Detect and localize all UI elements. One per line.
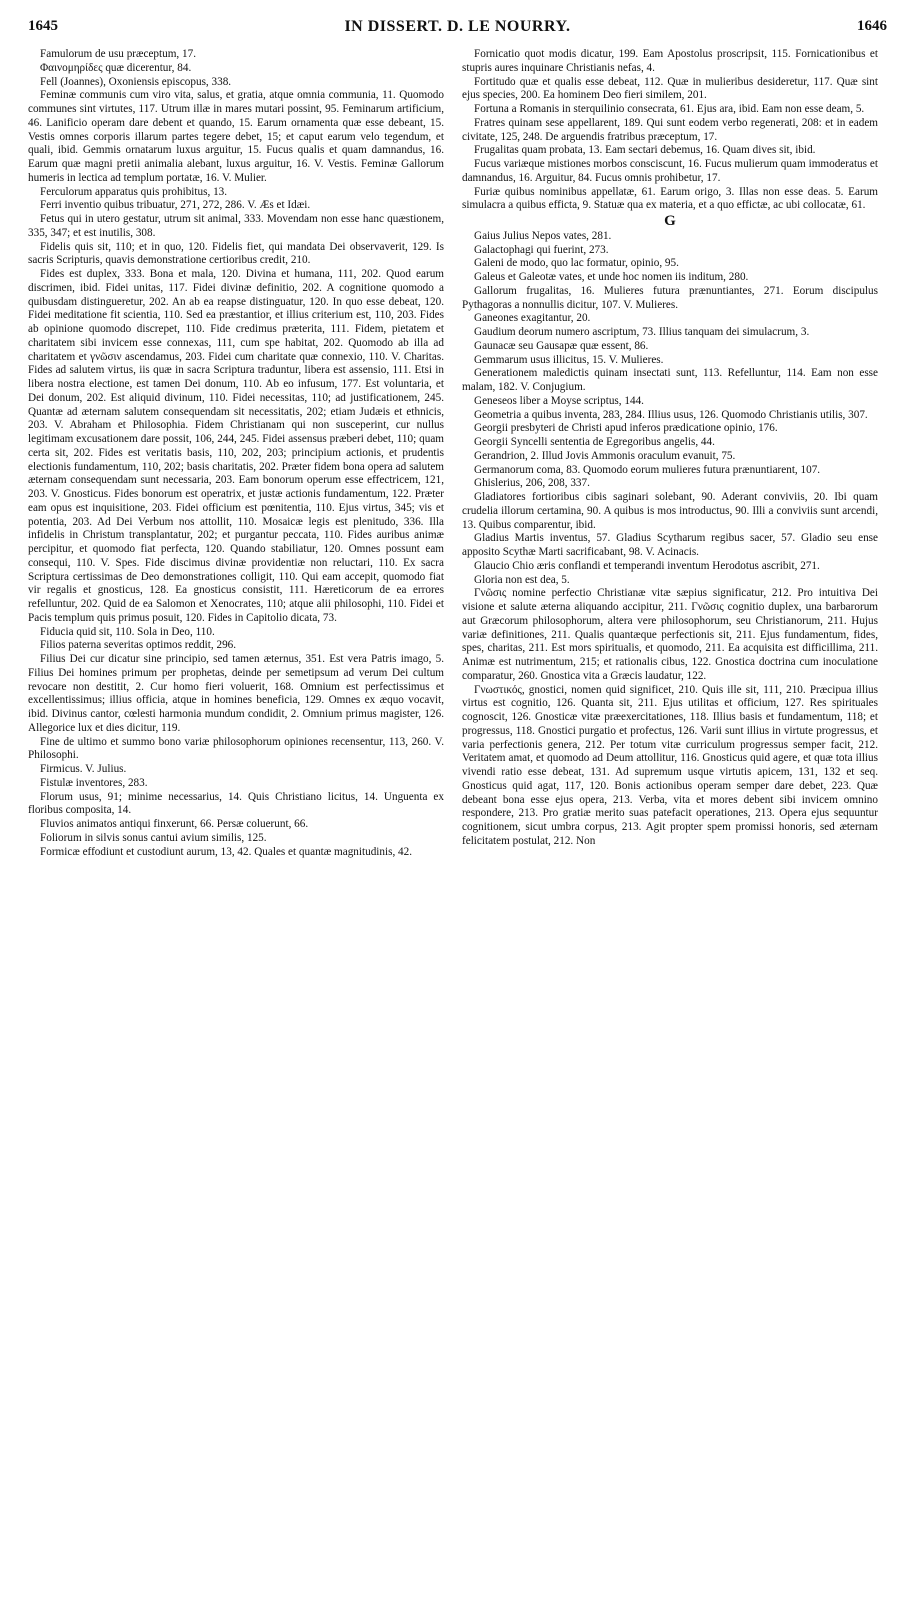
section-letter-heading: G bbox=[664, 213, 676, 229]
index-entry: Φαινομηρίδες quæ dicerentur, 84. bbox=[40, 61, 192, 74]
index-entry: Gallorum frugalitas, 16. Mulieres futura prænuntiantes, 271. Eorum discipulus Pythagoras a nonnullis dicitur, 107. V. Mulieres. bbox=[462, 284, 878, 311]
index-entry: Fucus variæque mistiones morbos consciscunt, 16. Fucus mulierum quam immoderatus et damnandus, 16. Arguitur, 84. Fucus omnis prohibetur, 17. bbox=[462, 158, 878, 184]
page-header bbox=[28, 18, 887, 44]
index-entry: Feminæ communis cum viro vita, salus, et gratia, atque omnia communia, 11. Quomodo communes sint virtutes, 117. Utrum illæ in mares mutari possint, 95. Feminarum artificium, 46. Lanificio operam dare debent et quando, 15. Earum ornamenta quæ esse debeant, 15. Vestis omnes corporis illarum partes tegere debet, 15; et caput earum velo tegendum, et quali, ibid. Gemmis ornatarum luxus arguitur, 15. Fucus qualis et quam damnandus, 16. Earum quæ magni pretii animalia alebant, luxus arguitur, 16. V. Vestis. Feminæ Gallorum humeris in lectica ad templum portatæ, 16. V. Mulier. bbox=[28, 89, 444, 184]
index-entry: Gemmarum usus illicitus, 15. V. Mulieres. bbox=[474, 353, 664, 366]
index-entry: Γνῶσις nomine perfectio Christianæ vitæ sæpius significatur, 212. Pro intuitiva Dei visione et salute æterna aliquando accipitur, 211. Γνῶσις cognitio duplex, una barbarorum aut Græcorum philosophorum, altera vere philosophorum, seu Christianorum, 211. Hujus variæ definitiones, 211. Qualis quantæque perfectionis sit, 211. Ejus fundamentum, fides, spes, charitas, 211. Est mors spiritualis, et quomodo, 211. Ea acquisita est difficillima, 211. Animæ est nutrimentum, 215; et rationalis cibus, 122. Gnostica doctrina cum inoculatione comparatur, 260. Gnostica vita a Græcis laudatur, 122. bbox=[462, 587, 878, 682]
index-entry: Fistulæ inventores, 283. bbox=[40, 776, 148, 789]
index-entry: Fortuna a Romanis in sterquilinio consecrata, 61. Ejus ara, ibid. Eam non esse deam, 5. bbox=[474, 103, 865, 115]
index-entry: Gaunacæ seu Gausapæ quæ essent, 86. bbox=[474, 339, 649, 352]
index-entry: Geneseos liber a Moyse scriptus, 144. bbox=[474, 394, 644, 407]
index-entry: Gloria non est dea, 5. bbox=[474, 573, 570, 586]
index-entry: Γνωστικός, gnostici, nomen quid significet, 210. Quis ille sit, 111, 210. Præcipua illius virtus est cognitio, 126. Quanta sit, 211. Ejus utilitas et officium, 127. Res spirituales cognoscit, 126. Gnosticæ vitæ præexercitationes, 118. Illius basis et fundamentum, 118; et progressus, 118. Gnostici purgatio et profectus, 126. Varii sunt illius in virtute progressus, et varia perfectionis genera, 212. Per totum vitæ curriculum progressus semper facit, 212. Veritatem amat, et quomodo ad Deum attollitur, 116. Gnosticus quid agere, et quæ tota illius vivendi ratio esse debeat, 131. Ad supremum usque virtutis apicem, 131, 132 et seq. Gnosticus quid agat, 117, 120. Bonis actionibus operam semper dare debet, 223. Quæ debeant bona esse ejus opera, 213. Verba, vita et mores debent sibi invicem omnino respondere, 213. Pro gratiæ merito suas patefacit operationes, 213. Opera ejus sequuntur cognitionem, sicut umbra corpus, 213. Agit propter spem promissi honoris, sed æternam felicitatem postulat, 212. Non bbox=[462, 683, 878, 847]
index-entry: Ghislerius, 206, 208, 337. bbox=[474, 477, 590, 490]
index-entry: Glaucio Chio æris conflandi et temperandi inventum Herodotus ascribit, 271. bbox=[474, 559, 820, 572]
index-entry: Generationem maledictis quinam insectati sunt, 113. Refelluntur, 114. Eam non esse malam, 182. V. Conjugium. bbox=[462, 367, 878, 393]
index-entry: Gaudium deorum numero ascriptum, 73. Illius tanquam dei simulacrum, 3. bbox=[474, 326, 810, 338]
index-entry: Florum usus, 91; minime necessarius, 14. Quis Christiano licitus, 14. Unguenta ex floribus composita, 14. bbox=[28, 790, 444, 817]
index-entry: Gladius Martis inventus, 57. Gladius Scytharum regibus sacer, 57. Gladio seu ense apposito Scythæ Marti sacrificabant, 98. V. Acinacis. bbox=[462, 532, 878, 558]
index-entry: Furiæ quibus nominibus appellatæ, 61. Earum origo, 3. Illas non esse deas. 5. Earum simulacra a quibus efficta, 9. Statuæ qua ex materia, et a quo effictæ, ac ubi collocatæ, 61. bbox=[462, 185, 878, 212]
index-entry: Galactophagi qui fuerint, 273. bbox=[474, 243, 609, 256]
index-entry: Galeni de modo, quo lac formatur, opinio, 95. bbox=[474, 257, 679, 270]
index-entry: Filius Dei cur dicatur sine principio, sed tamen æternus, 351. Est vera Patris imago, 5. Filius Dei homines primum per prophetas, deinde per semetipsum ad verum Dei cultum revocare non destitit, 2. Cur homo fieri voluerit, 168. Omnium est perfectissimus et excellentissimus; illius officia, atque in homines beneficia, 129. Omnes ex æquo vocavit, ibid. Divinus cantor, cœlesti harmonia mundum condidit, 2. Omnium primus magister, 126. Allegorice lux et dies dicitur, 119. bbox=[28, 653, 444, 734]
index-entry: Foliorum in silvis sonus cantui avium similis, 125. bbox=[40, 831, 267, 844]
right-page-number: 1646 bbox=[857, 18, 887, 34]
index-entry: Fidelis quis sit, 110; et in quo, 120. Fidelis fiet, qui mandata Dei observaverit, 129. Is sacris Scripturis, quavis demonstratione certioribus credit, 210. bbox=[28, 240, 444, 267]
index-entry: Formicæ effodiunt et custodiunt aurum, 13, 42. Quales et quantæ magnitudinis, 42. bbox=[40, 845, 413, 858]
index-entry: Germanorum coma, 83. Quomodo eorum mulieres futura prænuntiarent, 107. bbox=[474, 463, 821, 476]
index-entry: Fratres quinam sese appellarent, 189. Qui sunt eodem verbo regenerati, 208: et in eadem civitate, 125, 248. De arguendis fratribus præceptum, 17. bbox=[462, 116, 878, 143]
index-entry: Firmicus. V. Julius. bbox=[40, 763, 127, 775]
index-entry: Georgii presbyteri de Christi apud inferos prædicatione opinio, 176. bbox=[474, 422, 778, 435]
index-entry: Fell (Joannes), Oxoniensis episcopus, 338. bbox=[40, 75, 232, 88]
running-title: IN DISSERT. D. LE NOURRY. bbox=[344, 18, 571, 35]
index-entry: Galeus et Galeotæ vates, et unde hoc nomen iis inditum, 280. bbox=[474, 271, 749, 283]
index-entry: Fluvios animatos antiqui finxerunt, 66. Persæ coluerunt, 66. bbox=[40, 818, 309, 830]
index-entry: Fetus qui in utero gestatur, utrum sit animal, 333. Movendam non esse hanc quæstionem, 335, 347; et est inutilis, 308. bbox=[28, 213, 444, 239]
index-entry: Fiducia quid sit, 110. Sola in Deo, 110. bbox=[40, 625, 215, 638]
index-entry: Georgii Syncelli sententia de Egregoribus angelis, 44. bbox=[474, 436, 715, 448]
index-entry: Frugalitas quam probata, 13. Eam sectari debemus, 16. Quam dives sit, ibid. bbox=[474, 144, 816, 157]
index-entry: Ferri inventio quibus tribuatur, 271, 272, 286. V. Æs et Idæi. bbox=[40, 199, 311, 212]
left-page-number: 1645 bbox=[28, 18, 58, 34]
index-entry: Famulorum de usu præceptum, 17. bbox=[40, 48, 196, 60]
index-entry: Ferculorum apparatus quis prohibitus, 13. bbox=[40, 185, 228, 198]
left-column bbox=[28, 48, 444, 859]
index-entry: Fides est duplex, 333. Bona et mala, 120. Divina et humana, 111, 202. Quod earum discrimen, ibid. Fidei unitas, 117. Fidei divinæ definitio, 202. A cognitione quomodo a quibusdam distingueretur, 202. An ab ea reapse distinguatur, 120. In quo esse debeat, 120. Fidei meditatione fit scientia, 110. Sed ea præstantior, et illius criterium est, 110, 203. Fides ab opinione quomodo discrepet, 110. Fide credimus præterita, 111. Fidem, pietatem et charitatem sibi invicem esse connexas, 111, cum spe habitat, 202. Quomodo ab illa ad charitatem et γνῶσιν ascendamus, 203. Fidei cum charitate quæ connexio, 110. V. Charitas. Fides ad salutem virtus, iis quæ in sacra Scriptura traduntur, libera est assensio, 111. Etsi in libera nostra electione, est tamen Dei donum, 110. Ab eo infusum, 177. Est voluntaria, et Dei donum, 202. Est aliquid divinum, 110. Fidei necessitas, 110; ad justificationem, 245. Quantæ ad æternam salutem consequendam sit necessitatis, 202; etiam Judæis et ethnicis, 203. V. Abraham et Philosophia. Fidem Christianam qui non susceperint, cur nullus legitimam excusationem dare possit, 106, 244, 245. Fidei assensus præberi debet, 110; quam certa sit, 202. Fides est veritatis basis, 110, 202, 203; principium actionis, et prudentis electionis fundamentum, 110, 202; basis charitatis, 202. Præter fidem bona opera ad salutem æternam consequendam sunt necessaria, 203. Eam bonorum operum esse effectricem, 121, 203. V. Gnosticus. Fides bonorum est operatrix, et justæ actionis fundamentum, 122. Præter eam opus est inquisitione, 203. Fidei officium est pœnitentia, 110. Ejus virtus, 345; vis et potentia, 203. Ad Dei Verbum nos attollit, 110. Mosaicæ legis est plenitudo, 336. Illa infidelis in Christum transplantatur, 202; et purgantur peccata, 110. Fides auribus animæ percipitur, et quomodo fiat perfecta, 120. Quando stabiliatur, 120. Omnes possunt eam consequi, 110. V. Spes. Fide discimus divinæ providentiæ non reluctari, 110. Ex sacra Scriptura certissimas de Deo demonstrationes colligit, 110. Qui eam accepit, quomodo fiat vir regalis et gnosticus, 128. Ea gnosticus consistit, 111. Hæreticorum de ea errores refelluntur, 202. Quid de ea Salomon et Xenocrates, 110; atque alii philosophi, 110. Fidei et Pacis templum quis primus posuit, 120. Fides in Capitolio dicata, 73. bbox=[28, 268, 444, 624]
index-entry: Filios paterna severitas optimos reddit, 296. bbox=[40, 639, 237, 652]
index-entry: Gladiatores fortioribus cibis saginari solebant, 90. Aderant conviviis, 20. Ibi quam crudelia illorum certamina, 90. A quibus is mos introductus, 90. Illi a conviviis sunt arcendi, 13. Quibus comparentur, ibid. bbox=[462, 491, 878, 531]
index-entry: Fortitudo quæ et qualis esse debeat, 112. Quæ in mulieribus desideretur, 117. Quæ sint ejus species, 200. Ea hominem Deo fieri similem, 201. bbox=[462, 75, 878, 102]
index-entry: Fine de ultimo et summo bono variæ philosophorum opiniones recensentur, 113, 260. V. Philosophi. bbox=[28, 735, 444, 762]
index-entry: Gaius Julius Nepos vates, 281. bbox=[474, 229, 612, 242]
index-entry: Ganeones exagitantur, 20. bbox=[474, 312, 591, 325]
right-column bbox=[462, 48, 878, 849]
index-entry: Geometria a quibus inventa, 283, 284. Illius usus, 126. Quomodo Christianis utilis, 307. bbox=[474, 408, 868, 421]
index-entry: Gerandrion, 2. Illud Jovis Ammonis oraculum evanuit, 75. bbox=[474, 449, 736, 462]
index-entry: Fornicatio quot modis dicatur, 199. Eam Apostolus proscripsit, 115. Fornicationibus et stupris aures inquinare Christianis nefas, 4. bbox=[462, 48, 878, 74]
